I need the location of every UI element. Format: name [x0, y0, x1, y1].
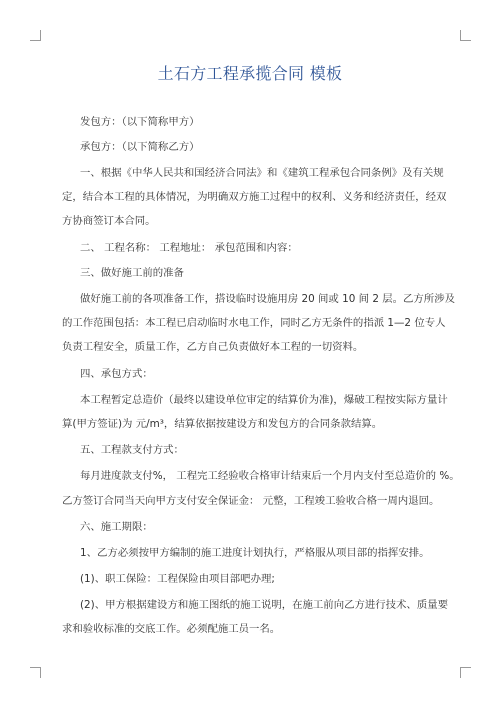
clause-3-line-2: 的工作范围包括：本工程已启动临时水电工作，同时乙方无条件的指派 1—2 位专人 — [62, 317, 446, 329]
clause-6-heading: 六、施工期限： — [80, 521, 153, 533]
clause-5-heading: 五、工程款支付方式： — [80, 444, 184, 456]
corner-mark-top-right — [460, 30, 471, 41]
clause-6-sub-2-line-1: (2)、甲方根据建设方和施工图纸的施工说明，在施工前向乙方进行技术、质量要 — [80, 599, 448, 611]
clause-1-line-2: 定，结合本工程的具体情况，为明确双方施工过程中的权利、义务和经济责任，经双 — [62, 191, 447, 203]
clause-1-line-3: 方协商签订本合同。 — [62, 215, 156, 227]
clause-4-line-1: 本工程暂定总造价（最终以建设单位审定的结算价为准)，爆破工程按实际方量计 — [80, 394, 448, 406]
clause-4-line-2: 算(甲方签证)为 元/m³，结算依据按建设方和发包方的合同条款结算。 — [62, 418, 383, 430]
clause-6-item-1: 1、乙方必须按甲方编制的施工进度计划执行，严格服从项目部的指挥安排。 — [80, 547, 430, 559]
corner-mark-bottom-right — [460, 667, 471, 678]
clause-5-line-2: 乙方签订合同当天向甲方支付安全保证金： 元整，工程竣工验收合格一周内退回。 — [62, 495, 440, 507]
clause-5-line-1: 每月进度款支付%， 工程完工经验收合格审计结束后一个月内支付至总造价的 %。 — [80, 470, 460, 482]
clause-party-a: 发包方：（以下简称甲方） — [80, 116, 200, 128]
clause-party-b: 承包方：（以下简称乙方） — [80, 141, 200, 153]
corner-mark-bottom-left — [30, 667, 41, 678]
clause-4-heading: 四、承包方式： — [80, 368, 153, 380]
clause-3-heading: 三、做好施工前的准备 — [80, 267, 184, 279]
clause-6-sub-2-line-2: 求和验收标准的交底工作。必须配施工员一名。 — [62, 623, 281, 635]
clause-3-line-1: 做好施工前的各项准备工作，搭设临时设施用房 20 间或 10 间 2 层。乙方所涉及 — [80, 293, 455, 305]
clause-6-sub-1: (1)、职工保险：工程保险由项目部吧办理; — [80, 573, 275, 585]
corner-mark-top-left — [30, 30, 41, 41]
clause-1-line-1: 一、根据《中华人民共和国经济合同法》和《建筑工程承包合同条例》及有关规 — [80, 167, 444, 179]
clause-2-heading: 二、 工程名称： 工程地址： 承包范围和内容： — [80, 242, 298, 254]
document-title: 土石方工程承揽合同 模板 — [157, 64, 343, 83]
clause-3-line-3: 负责工程安全，质量工作，乙方自己负责做好本工程的一切资料。 — [62, 341, 364, 353]
